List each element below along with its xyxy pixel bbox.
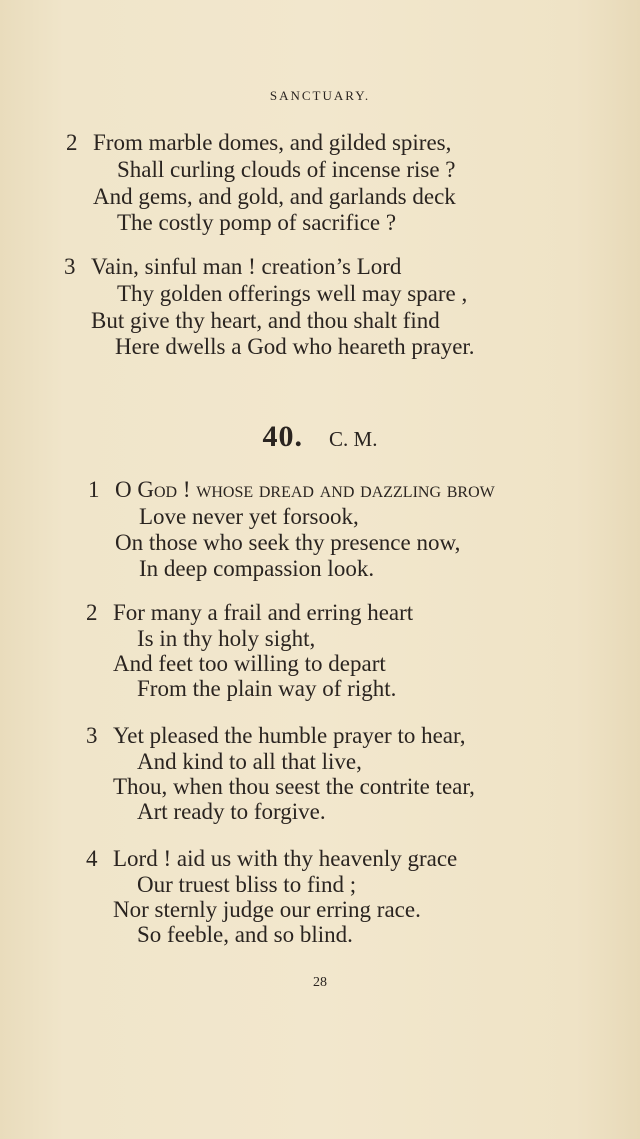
page-number: 28: [313, 975, 327, 990]
verse-line: Thou, when thou seest the contrite tear,: [113, 774, 475, 799]
verse-line: Here dwells a God who heareth prayer.: [115, 334, 475, 359]
verse-line: From marble domes, and gilded spires,: [93, 130, 452, 155]
verse-line: Vain, sinful man ! creation’s Lord: [91, 254, 402, 279]
hymn-meter: C. M.: [329, 427, 378, 451]
verse-line: So feeble, and so blind.: [137, 922, 353, 947]
stanza-number: 4: [86, 846, 98, 871]
stanza-number: 3: [86, 723, 98, 748]
verse-line: Thy golden offerings well may spare ,: [117, 281, 468, 306]
verse-line: And kind to all that live,: [137, 749, 362, 774]
stanza-number: 3: [64, 254, 76, 279]
verse-line: On those who seek thy presence now,: [115, 530, 461, 555]
verse-line: From the plain way of right.: [137, 676, 397, 701]
verse-line: And feet too willing to depart: [113, 651, 386, 676]
verse-line: Shall curling clouds of incense rise ?: [117, 157, 456, 182]
verse-line: O God ! whose dread and dazzling brow: [115, 477, 495, 502]
verse-line: And gems, and gold, and garlands deck: [93, 184, 456, 209]
verse-line: Our truest bliss to find ;: [137, 872, 357, 897]
running-head: SANCTUARY.: [269, 88, 371, 103]
stanza-number: 2: [66, 130, 78, 155]
verse-line: Nor sternly judge our erring race.: [113, 897, 421, 922]
verse-line: Art ready to forgive.: [137, 799, 326, 824]
verse-line: Lord ! aid us with thy heavenly grace: [113, 846, 458, 871]
hymn-number: 40.: [262, 420, 304, 453]
verse-line: Love never yet forsook,: [139, 504, 359, 529]
verse-line: The costly pomp of sacrifice ?: [117, 210, 397, 235]
stanza-number: 2: [86, 600, 98, 625]
verse-line: But give thy heart, and thou shalt find: [91, 308, 440, 333]
stanza-number: 1: [88, 477, 100, 502]
verse-line: Is in thy holy sight,: [137, 626, 316, 651]
hymn-heading: [0, 420, 640, 454]
verse-line: Yet pleased the humble prayer to hear,: [113, 723, 466, 748]
verse-line: For many a frail and erring heart: [113, 600, 414, 625]
verse-line: In deep compassion look.: [139, 556, 375, 581]
